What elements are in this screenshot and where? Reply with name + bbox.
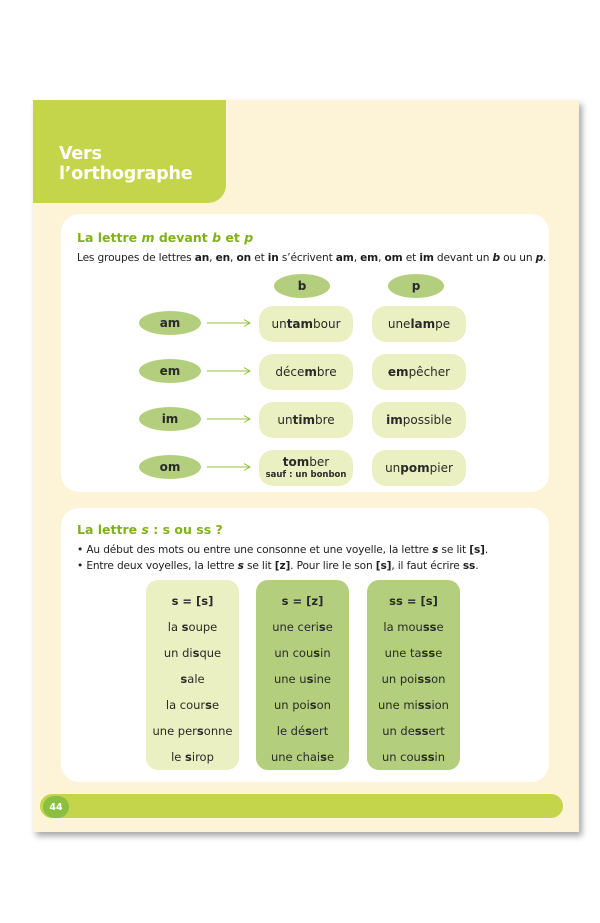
highlighted-text: ss	[420, 750, 435, 764]
highlighted-text: s	[309, 698, 317, 712]
rule-bullet	[77, 544, 488, 556]
exception-note: sauf : un bonbon	[265, 469, 347, 480]
highlighted-text: im	[386, 413, 403, 427]
text-run: ert	[311, 724, 329, 738]
highlighted-text: s	[180, 672, 188, 686]
sound-column	[256, 580, 349, 770]
text-run: ,	[378, 252, 385, 264]
column-header-p: p	[388, 274, 444, 298]
highlighted-text: on	[236, 252, 251, 264]
text-run: un poi	[274, 698, 310, 712]
text-run: bour	[313, 317, 341, 331]
text-run: • Entre deux voyelles, la lettre	[77, 560, 238, 572]
arrow-right-icon	[206, 366, 252, 376]
letter-group: om	[139, 455, 201, 479]
highlighted-text: lam	[410, 317, 436, 331]
highlighted-text: [s]	[469, 544, 485, 556]
section-title: La lettre s : s ou ss ?	[77, 522, 223, 537]
text-run: .	[475, 560, 479, 572]
highlighted-text: in	[267, 252, 279, 264]
text-run: un	[385, 461, 401, 475]
word-with-p	[372, 402, 466, 438]
text-run: un	[271, 317, 287, 331]
text-run: .	[484, 544, 489, 556]
highlighted-text: s	[432, 544, 439, 556]
text-run: ert	[428, 724, 445, 738]
text-run: ou un	[499, 252, 536, 264]
letter-group: em	[139, 359, 201, 383]
text-run: ine	[313, 672, 332, 686]
highlighted-text: p	[535, 252, 544, 264]
text-run: possible	[402, 413, 452, 427]
text-run: .	[543, 252, 547, 264]
arrow-right-icon	[206, 318, 252, 328]
text-run: pe	[435, 317, 451, 331]
example-word	[256, 620, 349, 634]
text-run: bre	[316, 365, 337, 379]
highlighted-text: [s]	[375, 560, 392, 572]
text-run: ,	[209, 252, 216, 264]
footer-bar	[40, 794, 563, 818]
highlighted-text: s	[313, 646, 321, 660]
text-run: e	[326, 750, 335, 764]
arrow-right-icon	[206, 414, 252, 424]
highlighted-text: tam	[286, 317, 314, 331]
text-run: e	[436, 620, 444, 634]
text-run: on	[316, 698, 331, 712]
text-run: ,	[230, 252, 237, 264]
letter-group: am	[139, 311, 201, 335]
text-run: la mou	[383, 620, 423, 634]
example-word	[367, 698, 460, 712]
text-run: onne	[203, 724, 233, 738]
section-title: La lettre m devant b et p	[77, 230, 254, 245]
text-run: une ta	[384, 646, 422, 660]
text-run: on	[431, 672, 446, 686]
word-with-b	[259, 354, 353, 390]
text-run: s’écrivent	[278, 252, 336, 264]
text-run: une	[387, 317, 411, 331]
text-run: e	[435, 646, 443, 660]
chapter-title: Vers l’orthographe	[59, 144, 193, 184]
word-with-b	[259, 402, 353, 438]
highlighted-text: tim	[292, 413, 315, 427]
text-run: et	[250, 252, 268, 264]
text-run: Les groupes de lettres	[77, 252, 195, 264]
example-word	[146, 698, 239, 712]
highlighted-text: om	[384, 252, 403, 264]
text-run: une mi	[378, 698, 418, 712]
text-run: in	[320, 646, 331, 660]
text-run: que	[199, 646, 222, 660]
text-run: une chai	[270, 750, 321, 764]
highlighted-text: m	[304, 365, 317, 379]
sound-column	[146, 580, 239, 770]
highlighted-text: s	[196, 724, 204, 738]
highlighted-text: ss	[414, 724, 429, 738]
word-with-p	[372, 306, 466, 342]
example-word	[256, 672, 349, 686]
text-run: et	[402, 252, 420, 264]
text-run: , il faut écrire	[391, 560, 463, 572]
highlighted-text: ss	[417, 698, 432, 712]
text-run: ale	[187, 672, 205, 686]
text-run: bre	[314, 413, 335, 427]
example-word	[367, 724, 460, 738]
text-run: se lit	[438, 544, 470, 556]
text-run: se lit	[243, 560, 275, 572]
text-run: . Pour lire le son	[290, 560, 376, 572]
text-run: une ceri	[272, 620, 319, 634]
example-word	[256, 750, 349, 764]
highlighted-text: ss	[417, 672, 432, 686]
column-heading: ss = [s]	[389, 594, 438, 608]
example-word	[256, 646, 349, 660]
text-run: la cour	[165, 698, 206, 712]
example-word	[146, 724, 239, 738]
example-word	[367, 620, 460, 634]
highlighted-text: am	[335, 252, 354, 264]
highlighted-text: tom	[282, 454, 310, 469]
word-with-p	[372, 354, 466, 390]
text-run: la	[167, 620, 182, 634]
highlighted-text: pom	[400, 461, 430, 475]
highlighted-text: s	[318, 620, 326, 634]
section-m-before-b-p	[61, 214, 549, 492]
text-run: déce	[275, 365, 305, 379]
example-word	[367, 750, 460, 764]
text-run: pier	[429, 461, 453, 475]
highlighted-text: [z]	[274, 560, 291, 572]
text-run: un di	[163, 646, 193, 660]
rule-bullet	[77, 560, 478, 572]
highlighted-text: s	[185, 750, 192, 764]
highlighted-text: en	[215, 252, 231, 264]
highlighted-text: s	[192, 646, 200, 660]
chapter-header	[33, 100, 226, 203]
example-word	[146, 620, 239, 634]
highlighted-text: ss	[421, 646, 436, 660]
highlighted-text: em	[360, 252, 379, 264]
letter-group: im	[139, 407, 201, 431]
text-run: oupe	[188, 620, 218, 634]
text-run: pêcher	[408, 365, 451, 379]
example-word	[146, 750, 239, 764]
section-description	[77, 252, 546, 264]
text-run: devant un	[433, 252, 493, 264]
text-run: irop	[191, 750, 214, 764]
sound-column	[367, 580, 460, 770]
text-run: un de	[382, 724, 415, 738]
text-run: e	[212, 698, 220, 712]
column-heading: s = [s]	[171, 594, 214, 608]
text-run: le	[171, 750, 186, 764]
text-run: un	[277, 413, 293, 427]
highlighted-text: b	[492, 252, 500, 264]
example-word	[256, 724, 349, 738]
text-run: e	[325, 620, 333, 634]
highlighted-text: ss	[422, 620, 437, 634]
text-run: une per	[152, 724, 197, 738]
word-text	[283, 456, 329, 469]
text-run: in	[434, 750, 446, 764]
text-run: ,	[353, 252, 361, 264]
word-with-b	[259, 450, 353, 486]
column-heading: s = [z]	[281, 594, 324, 608]
example-word	[367, 646, 460, 660]
highlighted-text: s	[305, 724, 312, 738]
text-run: ion	[431, 698, 449, 712]
example-word	[256, 698, 349, 712]
example-word	[146, 672, 239, 686]
text-run: un cou	[274, 646, 314, 660]
arrow-right-icon	[206, 462, 252, 472]
text-run: un cou	[381, 750, 421, 764]
column-header-b: b	[274, 274, 330, 298]
word-with-b	[259, 306, 353, 342]
example-word	[367, 672, 460, 686]
example-word	[146, 646, 239, 660]
text-run: un poi	[381, 672, 418, 686]
highlighted-text: s	[237, 560, 244, 572]
highlighted-text: s	[181, 620, 189, 634]
page-number: 44	[43, 796, 69, 818]
highlighted-text: em	[387, 365, 409, 379]
highlighted-text: an	[194, 252, 210, 264]
text-run: ber	[309, 454, 330, 469]
text-run: une u	[273, 672, 307, 686]
text-run: • Au début des mots ou entre une consonne et une voyelle, la lettre	[77, 544, 433, 556]
highlighted-text: s	[205, 698, 213, 712]
highlighted-text: im	[419, 252, 434, 264]
section-s-or-ss	[61, 508, 549, 782]
highlighted-text: s	[320, 750, 327, 764]
highlighted-text: ss	[462, 560, 476, 572]
highlighted-text: s	[306, 672, 314, 686]
text-run: le dé	[276, 724, 306, 738]
word-with-p	[372, 450, 466, 486]
